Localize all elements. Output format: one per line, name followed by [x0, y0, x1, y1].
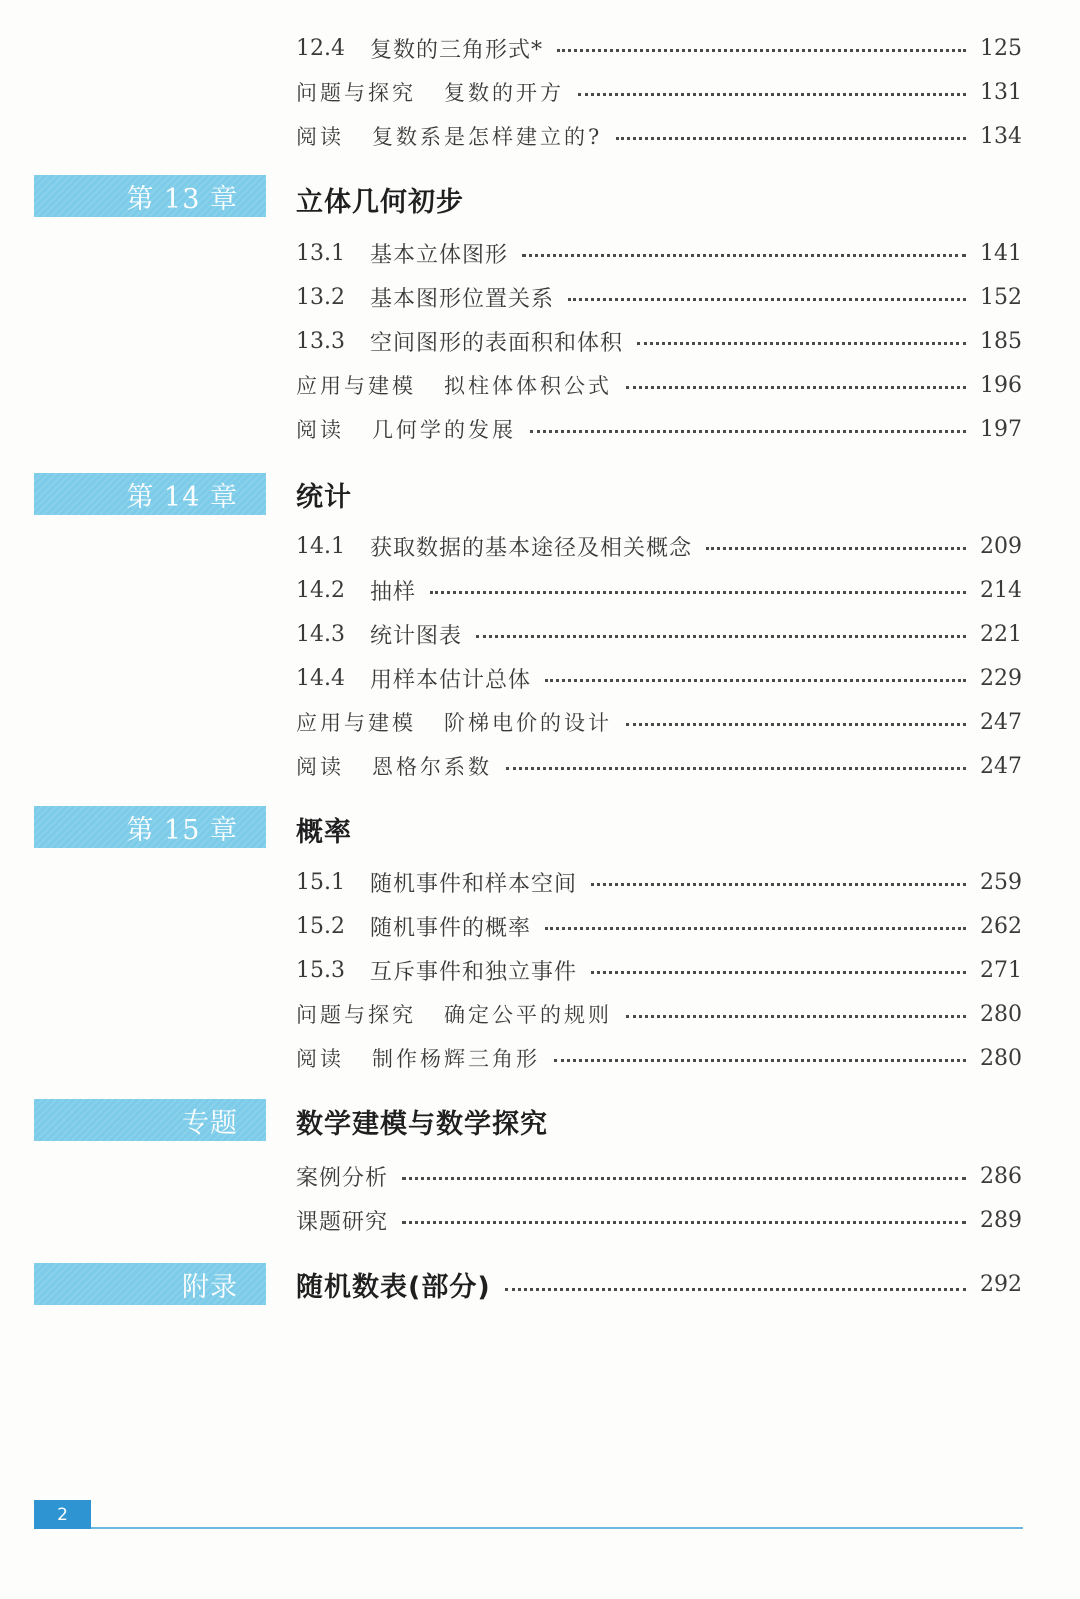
toc-entry-12-4[interactable] [296, 32, 1022, 64]
dot-leader [591, 883, 966, 886]
toc-entry-reading[interactable] [296, 413, 1022, 445]
entry-number: 14.3 [296, 621, 345, 647]
chapter-label: 第 15 章 [126, 814, 238, 846]
chapter-label: 专题 [182, 1107, 238, 1139]
entry-title: 统计图表 [370, 623, 463, 649]
entry-title: 用样本估计总体 [370, 667, 532, 693]
entry-title: 课题研究 [296, 1209, 389, 1235]
entry-title: 复数的三角形式* [370, 37, 544, 63]
toc-entry-15-3[interactable] [296, 954, 1022, 986]
dot-leader [578, 93, 966, 96]
entry-title: 确定公平的规则 [444, 1003, 612, 1027]
toc-entry-14-1[interactable] [296, 530, 1022, 562]
entry-page: 262 [980, 913, 1022, 939]
page-number-label: 2 [57, 1504, 68, 1525]
entry-number: 14.1 [296, 533, 345, 559]
entry-number: 15.1 [296, 869, 345, 895]
dot-leader [530, 430, 966, 433]
toc-entry-inquiry[interactable] [296, 76, 1022, 108]
dot-leader [554, 1059, 966, 1062]
entry-title: 基本立体图形 [370, 242, 509, 268]
chapter-13-title[interactable]: 立体几何初步 [296, 187, 464, 218]
entry-category: 应用与建模 [296, 374, 416, 398]
entry-page: 280 [980, 1045, 1022, 1071]
toc-entry-reading[interactable] [296, 120, 1022, 152]
entry-number: 13.2 [296, 284, 345, 310]
entry-number: 15.2 [296, 913, 345, 939]
toc-entry-inquiry[interactable] [296, 998, 1022, 1030]
entry-page: 292 [980, 1271, 1022, 1297]
chapter-15-title[interactable]: 概率 [296, 817, 352, 848]
entry-number: 13.1 [296, 240, 345, 266]
entry-title: 抽样 [370, 579, 417, 605]
entry-title: 互斥事件和独立事件 [370, 959, 578, 985]
dot-leader [545, 927, 966, 930]
entry-title: 随机事件和样本空间 [370, 871, 578, 897]
entry-title: 随机事件的概率 [370, 915, 532, 941]
entry-category: 应用与建模 [296, 711, 416, 735]
chapter-13-tab [34, 175, 266, 217]
entry-page: 141 [980, 240, 1022, 266]
toc-entry-13-3[interactable] [296, 325, 1022, 357]
entry-title: 恩格尔系数 [372, 755, 492, 779]
special-topic-title[interactable]: 数学建模与数学探究 [296, 1109, 548, 1140]
toc-entry-case-analysis[interactable] [296, 1160, 1022, 1192]
toc-entry-15-2[interactable] [296, 910, 1022, 942]
entry-category: 问题与探究 [296, 1003, 416, 1027]
chapter-label: 附录 [182, 1271, 238, 1303]
entry-category: 问题与探究 [296, 81, 416, 105]
dot-leader [522, 254, 966, 257]
toc-entry-reading[interactable] [296, 750, 1022, 782]
entry-number: 14.2 [296, 577, 345, 603]
toc-entry-14-3[interactable] [296, 618, 1022, 650]
toc-entry-modeling[interactable] [296, 706, 1022, 738]
entry-page: 247 [980, 709, 1022, 735]
entry-page: 247 [980, 753, 1022, 779]
dot-leader [616, 137, 966, 140]
entry-number: 14.4 [296, 665, 345, 691]
entry-title: 空间图形的表面积和体积 [370, 330, 624, 356]
entry-page: 214 [980, 577, 1022, 603]
chapter-14-title[interactable]: 统计 [296, 482, 352, 513]
dot-leader [402, 1177, 966, 1180]
appendix-tab [34, 1263, 266, 1305]
entry-number: 13.3 [296, 328, 345, 354]
entry-number: 15.3 [296, 957, 345, 983]
entry-number: 12.4 [296, 35, 345, 61]
appendix-title: 随机数表(部分) [296, 1271, 491, 1303]
chapter-14-tab [34, 473, 266, 515]
dot-leader [557, 49, 966, 52]
toc-entry-13-1[interactable] [296, 237, 1022, 269]
page-number [34, 1500, 91, 1529]
entry-page: 286 [980, 1163, 1022, 1189]
dot-leader [545, 679, 966, 682]
entry-page: 271 [980, 957, 1022, 983]
dot-leader [706, 547, 966, 550]
dot-leader [430, 591, 966, 594]
toc-entry-project-research[interactable] [296, 1204, 1022, 1236]
entry-page: 289 [980, 1207, 1022, 1233]
dot-leader [568, 298, 966, 301]
entry-title: 拟柱体体积公式 [444, 374, 612, 398]
entry-page: 197 [980, 416, 1022, 442]
entry-category: 阅读 [296, 1047, 344, 1071]
dot-leader [591, 971, 966, 974]
entry-title: 复数系是怎样建立的? [372, 125, 603, 149]
toc-entry-13-2[interactable] [296, 281, 1022, 313]
toc-entry-15-1[interactable] [296, 866, 1022, 898]
chapter-label: 第 14 章 [126, 481, 238, 513]
entry-title: 制作杨辉三角形 [372, 1047, 540, 1071]
entry-title: 基本图形位置关系 [370, 286, 555, 312]
footer-rule [91, 1527, 1023, 1529]
dot-leader [626, 1015, 966, 1018]
dot-leader [506, 767, 966, 770]
dot-leader [637, 342, 966, 345]
dot-leader [402, 1221, 966, 1224]
toc-entry-14-4[interactable] [296, 662, 1022, 694]
entry-page: 221 [980, 621, 1022, 647]
entry-page: 185 [980, 328, 1022, 354]
entry-page: 196 [980, 372, 1022, 398]
entry-page: 280 [980, 1001, 1022, 1027]
entry-category: 阅读 [296, 125, 344, 149]
chapter-15-tab [34, 806, 266, 848]
entry-page: 209 [980, 533, 1022, 559]
dot-leader [505, 1288, 966, 1291]
entry-page: 229 [980, 665, 1022, 691]
entry-page: 259 [980, 869, 1022, 895]
toc-entry-14-2[interactable] [296, 574, 1022, 606]
dot-leader [626, 386, 966, 389]
entry-title: 获取数据的基本途径及相关概念 [370, 535, 693, 561]
entry-title: 阶梯电价的设计 [444, 711, 612, 735]
toc-entry-appendix[interactable] [296, 1264, 1022, 1304]
entry-title: 几何学的发展 [372, 418, 516, 442]
entry-category: 阅读 [296, 755, 344, 779]
entry-category: 阅读 [296, 418, 344, 442]
entry-page: 125 [980, 35, 1022, 61]
dot-leader [476, 635, 966, 638]
entry-page: 152 [980, 284, 1022, 310]
toc-entry-modeling[interactable] [296, 369, 1022, 401]
toc-entry-reading[interactable] [296, 1042, 1022, 1074]
entry-page: 131 [980, 79, 1022, 105]
chapter-label: 第 13 章 [126, 183, 238, 215]
special-topic-tab [34, 1099, 266, 1141]
entry-title: 案例分析 [296, 1165, 389, 1191]
entry-title: 复数的开方 [444, 81, 564, 105]
dot-leader [626, 723, 966, 726]
entry-page: 134 [980, 123, 1022, 149]
